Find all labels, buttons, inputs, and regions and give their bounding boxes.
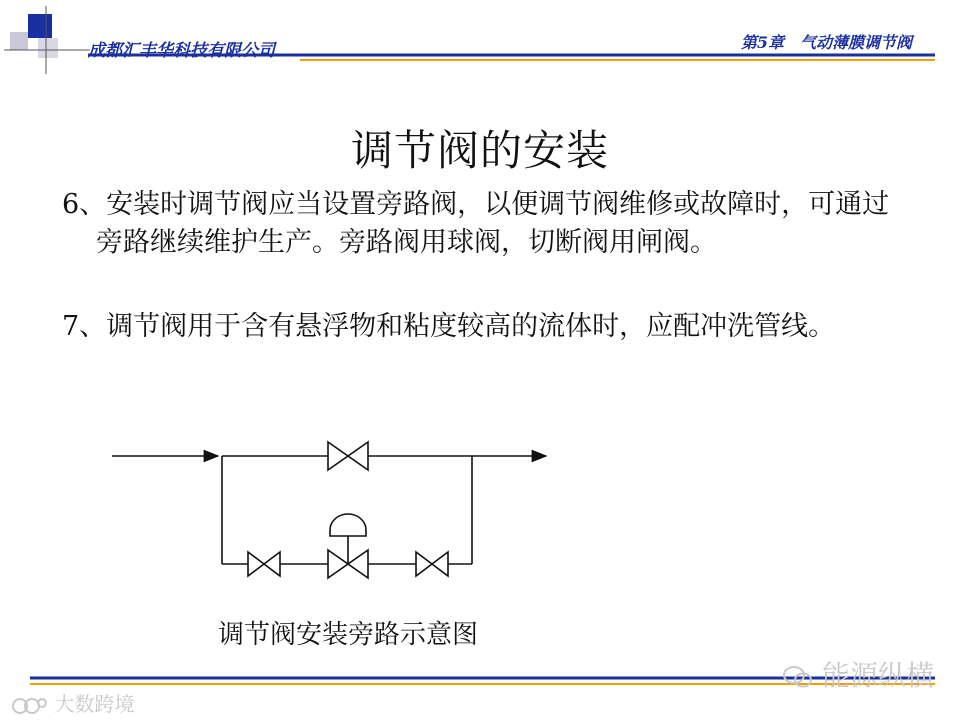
watermark-right-text: 能源纵横 [821, 659, 934, 692]
watermark-left [10, 688, 134, 717]
deco-square-light [38, 38, 58, 58]
brand-logo-icon [10, 695, 48, 717]
watermark-right [783, 654, 934, 694]
wechat-icon [783, 665, 813, 689]
bypass-valve [328, 442, 368, 470]
deco-square-gray [10, 32, 28, 50]
shutoff-valve-upstream [248, 552, 280, 576]
actuator-diaphragm-icon [330, 514, 366, 536]
deco-square-blue [28, 14, 52, 38]
shutoff-valve-downstream [416, 552, 448, 576]
bypass-piping-diagram [100, 430, 560, 590]
slide-title: 调节阀的安装 [350, 126, 609, 175]
chapter-label: 第5章 气动薄膜调节阀 [740, 33, 912, 52]
paragraph-bypass-valve: 6、安装时调节阀应当设置旁路阀，以便调节阀维修或故障时，可通过旁路继续维护生产。旁路阀用球阀，切断阀用闸阀。 [62, 189, 890, 258]
company-name: 成都汇丰华科技有限公司 [88, 41, 275, 61]
diagram-caption: 调节阀安装旁路示意图 [218, 620, 479, 650]
control-valve [328, 514, 368, 578]
paragraph-flush-line: 7、调节阀用于含有悬浮物和粘度较高的流体时，应配冲洗管线。 [62, 311, 836, 342]
watermark-left-text: 大数跨境 [54, 692, 135, 716]
